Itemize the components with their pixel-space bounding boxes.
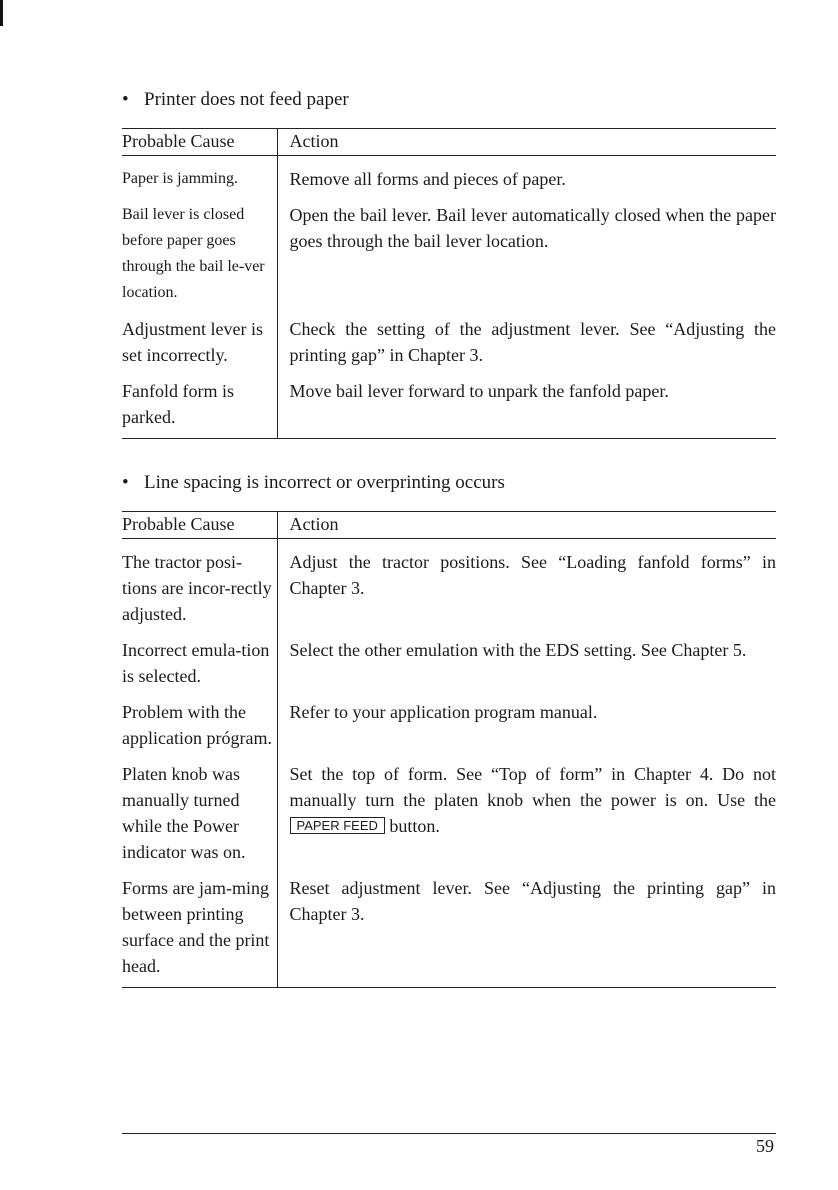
table-row [122, 539, 776, 638]
table-row [122, 699, 776, 761]
paper-feed-key: PAPER FEED [290, 817, 385, 834]
action-cell: Check the setting of the adjustment lever. See “Adjusting the printing gap” in Chapter 3. [277, 316, 776, 378]
section-line-spacing-incorrect [122, 471, 776, 988]
table-row [122, 637, 776, 699]
table-header-row [122, 129, 776, 156]
table-row [122, 378, 776, 439]
table-row [122, 761, 776, 875]
section-printer-does-not-feed [122, 88, 776, 439]
cause-cell: Adjustment lever is set incorrectly. [122, 319, 263, 365]
heading-text: Printer does not feed paper [144, 89, 349, 110]
section-heading [122, 88, 776, 112]
cause-cell: Fanfold form is parked. [122, 378, 277, 439]
table-row [122, 156, 776, 203]
action-cell: Refer to your application program manual. [277, 699, 776, 761]
troubleshooting-table [122, 511, 776, 988]
bullet: • [122, 89, 129, 110]
cause-cell: Bail lever is closed before paper goes through the bail le-ver location. [122, 206, 265, 301]
table-header-row [122, 512, 776, 539]
section-heading [122, 471, 776, 495]
bullet: • [122, 472, 129, 493]
cause-cell: Problem with the application prógram. [122, 702, 272, 748]
heading-text: Line spacing is incorrect or overprinting occurs [144, 472, 505, 493]
action-cell: Open the bail lever. Bail lever automatically closed when the paper goes through the bail lever location. [277, 202, 776, 316]
table-row [122, 875, 776, 988]
scan-edge-mark [0, 0, 3, 26]
cause-cell: Platen knob was manually turned while the Power indicator was on. [122, 764, 246, 862]
action-cell: Select the other emulation with the EDS setting. See Chapter 5. [277, 637, 776, 699]
action-cell: Move bail lever forward to unpark the fanfold paper. [277, 378, 776, 439]
cause-cell: The tractor posi-tions are incor-rectly adjusted. [122, 552, 272, 624]
cause-cell: Forms are jam-ming between printing surface and the print head. [122, 875, 277, 988]
header-probable-cause: Probable Cause [122, 129, 277, 156]
header-action: Action [277, 129, 776, 156]
action-cell [277, 761, 776, 875]
header-action: Action [277, 512, 776, 539]
cause-cell: Paper is jamming. [122, 170, 238, 187]
action-text: Set the top of form. See “Top of form” in Chapter 4. Do not manually turn the platen knob when the power is on. Use the [289, 764, 776, 810]
action-cell: Reset adjustment lever. See “Adjusting the printing gap” in Chapter 3. [277, 875, 776, 988]
action-cell: Remove all forms and pieces of paper. [277, 156, 776, 203]
action-cell: Adjust the tractor positions. See “Loading fanfold forms” in Chapter 3. [277, 539, 776, 638]
cause-cell: Incorrect emula-tion is selected. [122, 640, 270, 686]
troubleshooting-table [122, 128, 776, 439]
action-text: button. [389, 816, 440, 836]
page-number: 59 [756, 1136, 774, 1156]
table-row [122, 202, 776, 316]
footer-rule [122, 1133, 776, 1134]
header-probable-cause: Probable Cause [122, 512, 277, 539]
table-row [122, 316, 776, 378]
